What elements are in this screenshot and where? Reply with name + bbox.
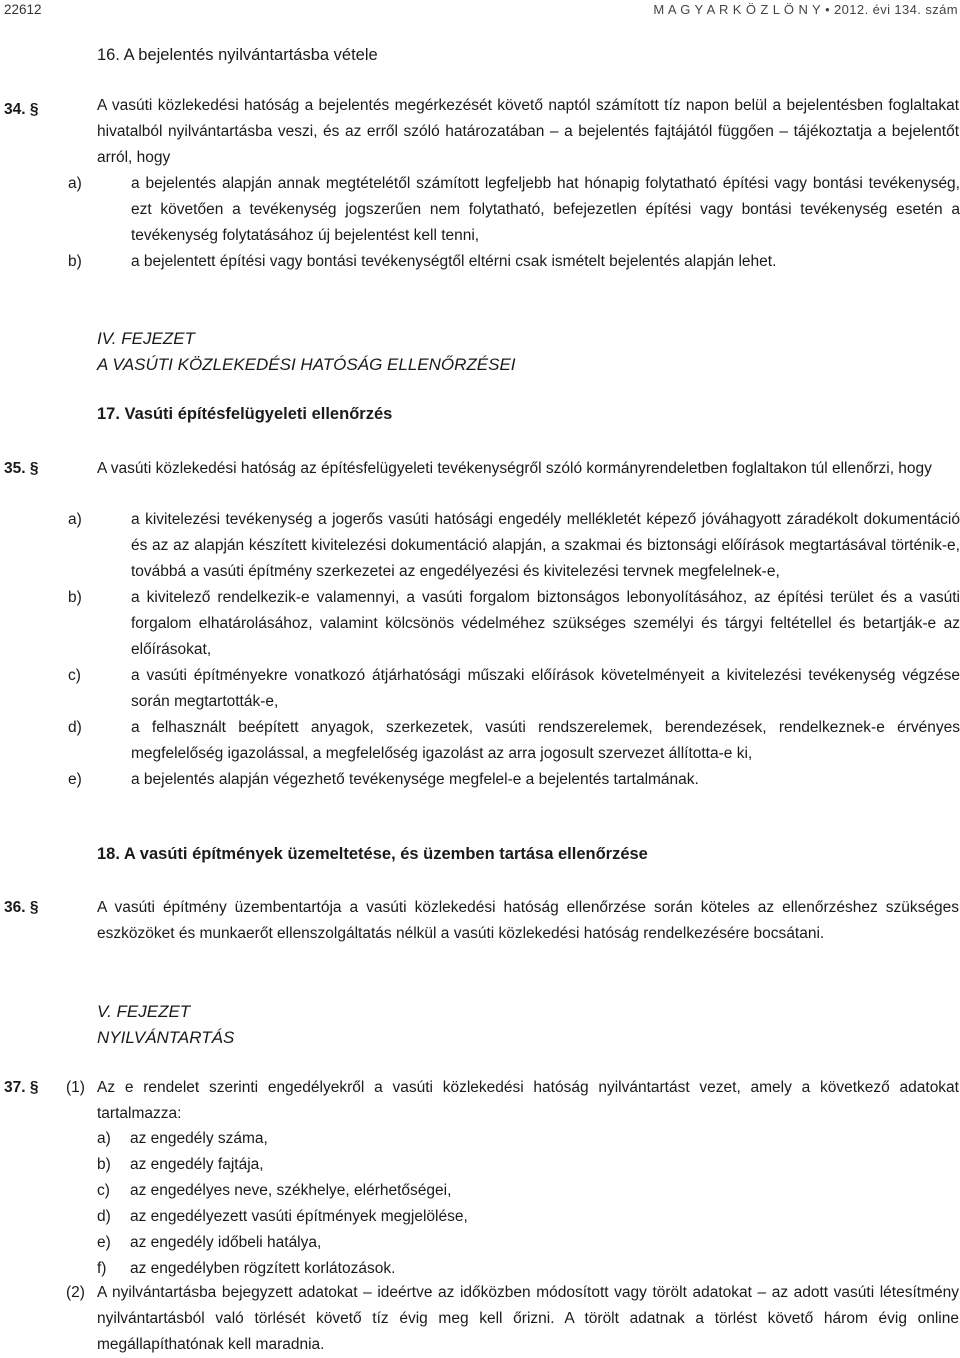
list-item-label: c) <box>68 667 81 684</box>
chapter-4-title: A VASÚTI KÖZLEKEDÉSI HATÓSÁG ELLENŐRZÉSEI <box>97 355 516 374</box>
list-item-text: az engedélyes neve, székhelye, elérhetőségei, <box>130 1182 452 1199</box>
list-item <box>68 715 960 767</box>
chapter-4-heading <box>97 326 516 378</box>
paragraph-37-number: 37. § <box>4 1079 39 1096</box>
list-item-label: b) <box>97 1156 111 1173</box>
journal-name: M A G Y A R K Ö Z L Ö N Y <box>653 2 822 17</box>
journal-issue: 2012. évi 134. szám <box>834 2 958 17</box>
chapter-4-number: IV. FEJEZET <box>97 329 195 348</box>
list-item-label: e) <box>68 771 82 788</box>
paragraph-34-intro: A vasúti közlekedési hatóság a bejelentés megérkezését követő naptól számított tíz napon belül a bejelentésben foglaltakat hivatalból nyilvántartásba veszi, és az erről szóló határozatában – a bejelentés fajtájától függően – tájékoztatja a bejelentőt arról, hogy <box>97 97 959 166</box>
list-item-label: b) <box>68 253 82 270</box>
subsection-2-label: (2) <box>66 1284 85 1301</box>
page-number: 22612 <box>4 2 42 17</box>
list-item-label: a) <box>68 511 82 528</box>
list-item-label: f) <box>97 1260 107 1277</box>
list-item <box>68 585 960 663</box>
section-17-heading: 17. Vasúti építésfelügyeleti ellenőrzés <box>97 405 393 423</box>
paragraph-35-list <box>68 507 960 793</box>
list-item <box>68 1204 960 1230</box>
subsection-2-text: A nyilvántartásba bejegyzett adatokat – ideértve az időközben módosított vagy törölt adatokat – az adott vasúti létesítmény nyilvántartásból való törlését követő tíz évig meg kell őrizni. A törölt adatnak a törlést követő három évig online megállapíthatónak kell maradnia. <box>97 1284 959 1353</box>
bullet-separator: • <box>825 2 831 17</box>
list-item <box>68 1230 960 1256</box>
list-item-text: az engedély időbeli hatálya, <box>130 1234 322 1251</box>
list-item-label: d) <box>97 1208 111 1225</box>
paragraph-35-intro: A vasúti közlekedési hatóság az építésfelügyeleti tevékenységről szóló kormányrendeletben foglaltakon túl ellenőrzi, hogy <box>97 460 932 477</box>
section-18-heading: 18. A vasúti építmények üzemeltetése, és üzemben tartása ellenőrzése <box>97 845 648 863</box>
chapter-5-number: V. FEJEZET <box>97 1002 191 1021</box>
list-item-text: az engedély fajtája, <box>130 1156 264 1173</box>
list-item-text: az engedély száma, <box>130 1130 268 1147</box>
paragraph-35-number: 35. § <box>4 460 39 477</box>
list-item-text: a kivitelezési tevékenység a jogerős vasúti hatósági engedély mellékletét képező jóváhagyott záradékolt dokumentáció és az az alapján készített kivitelezési dokumentáció alapján, a szakmai és biztonsági előírások megtartásával történik-e, továbbá a vasúti építmény szerkezetei az engedélyezési és kivitelezési tervnek megfelelnek-e, <box>131 511 960 580</box>
chapter-5-heading <box>97 999 234 1051</box>
list-item-label: e) <box>97 1234 111 1251</box>
paragraph-34-list <box>68 171 960 275</box>
list-item <box>68 507 960 585</box>
list-item-label: d) <box>68 719 82 736</box>
list-item <box>68 1178 960 1204</box>
paragraph-36-text: A vasúti építmény üzembentartója a vasúti közlekedési hatóság ellenőrzése során köteles az ellenőrzéshez szükséges eszközöket és munkaerőt ellenszolgáltatás nélkül a vasúti közlekedési hatóság rendelkezésére bocsátani. <box>97 899 959 942</box>
list-item-text: a vasúti építményekre vonatkozó átjárhatósági műszaki előírások követelményeit a kivitelezési tevékenység végzése során megtartották-e, <box>131 667 960 710</box>
list-item <box>68 767 960 793</box>
list-item-text: a kivitelező rendelkezik-e valamennyi, a vasúti forgalom biztonságos lebonyolításához, az építési terület és a vasúti forgalom elhatárolásához, valamint kölcsönös védelméhez szükséges személyi és tárgyi feltétellel és betartják-e az előírásokat, <box>131 589 960 658</box>
paragraph-34-number: 34. § <box>4 101 39 118</box>
page-header <box>0 0 960 22</box>
list-item-text: a bejelentés alapján annak megtételétől számított legfeljebb hat hónapig folytatható építési vagy bontási tevékenység, ezt követően a tevékenység jogszerűen nem folytatható, befejezetlen építési vagy bontási tevékenység esetén a tevékenység folytatásához új bejelentést kell tenni, <box>131 175 960 244</box>
list-item-label: a) <box>68 175 82 192</box>
list-item <box>68 171 960 249</box>
list-item-text: a bejelentett építési vagy bontási tevékenységtől eltérni csak ismételt bejelentés alapján lehet. <box>131 253 777 270</box>
journal-masthead <box>653 2 958 17</box>
list-item-text: a felhasznált beépített anyagok, szerkezetek, vasúti rendszerelemek, berendezések, rendelkeznek-e érvényes megfelelőség igazolással, a megfelelőség igazolást az arra jogosult szervezet állította-e ki, <box>131 719 960 762</box>
list-item <box>68 1126 960 1152</box>
section-16-heading: 16. A bejelentés nyilvántartásba vétele <box>97 46 378 64</box>
list-item <box>68 249 960 275</box>
subsection-1-intro: Az e rendelet szerinti engedélyekről a vasúti közlekedési hatóság nyilvántartást vezet, amely a következő adatokat tartalmazza: <box>97 1079 959 1122</box>
list-item <box>68 1152 960 1178</box>
list-item <box>68 663 960 715</box>
chapter-5-title: NYILVÁNTARTÁS <box>97 1028 235 1047</box>
list-item-label: a) <box>97 1130 111 1147</box>
subsection-1-list <box>68 1126 960 1282</box>
paragraph-36-number: 36. § <box>4 899 39 916</box>
list-item-text: az engedélyben rögzített korlátozások. <box>130 1260 396 1277</box>
list-item-text: az engedélyezett vasúti építmények megjelölése, <box>130 1208 468 1225</box>
list-item-label: b) <box>68 589 82 606</box>
list-item-text: a bejelentés alapján végezhető tevékenysége megfelel-e a bejelentés tartalmának. <box>131 771 699 788</box>
list-item-label: c) <box>97 1182 110 1199</box>
list-item <box>68 1256 960 1282</box>
subsection-1-label: (1) <box>66 1079 85 1096</box>
